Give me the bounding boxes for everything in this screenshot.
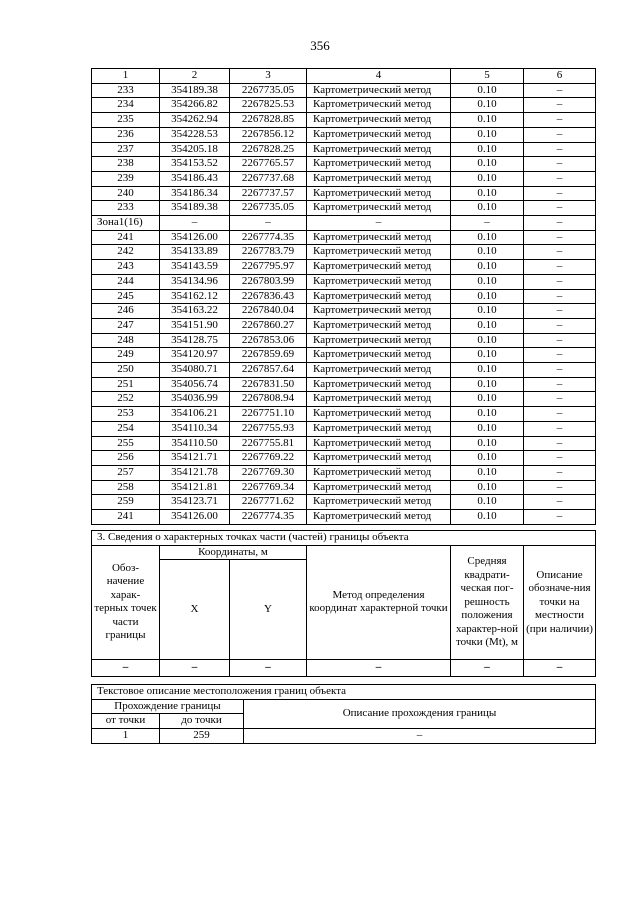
coord-y: 2267831.50	[230, 377, 307, 392]
coord-y: 2267769.22	[230, 451, 307, 466]
method: –	[307, 216, 451, 231]
coord-x: 354126.00	[160, 510, 230, 525]
coordinates-table	[91, 68, 596, 525]
point-number: 257	[92, 465, 160, 480]
precision: 0.10	[451, 392, 524, 407]
coord-x: 354036.99	[160, 392, 230, 407]
col-designation: Обоз-начение харак-терных точек части границы	[92, 545, 160, 660]
empty-cell: –	[307, 660, 451, 677]
table-row	[92, 171, 596, 186]
table-row	[92, 260, 596, 275]
method: Картометрический метод	[307, 451, 451, 466]
method: Картометрический метод	[307, 363, 451, 378]
point-number: 241	[92, 510, 160, 525]
description: –	[524, 186, 596, 201]
coord-x: 354134.96	[160, 274, 230, 289]
coord-y: 2267737.57	[230, 186, 307, 201]
point-number: Зона1(16)	[92, 216, 160, 231]
table-row	[92, 98, 596, 113]
table-row	[92, 113, 596, 128]
precision: 0.10	[451, 348, 524, 363]
method: Картометрический метод	[307, 392, 451, 407]
precision: 0.10	[451, 289, 524, 304]
description: –	[524, 363, 596, 378]
description: –	[524, 201, 596, 216]
point-number: 237	[92, 142, 160, 157]
method: Картометрический метод	[307, 230, 451, 245]
description: –	[524, 171, 596, 186]
precision: 0.10	[451, 274, 524, 289]
point-number: 250	[92, 363, 160, 378]
column-header-5: 5	[451, 69, 524, 84]
point-number: 241	[92, 230, 160, 245]
coord-y: 2267771.62	[230, 495, 307, 510]
method: Картометрический метод	[307, 127, 451, 142]
point-number: 233	[92, 201, 160, 216]
precision: 0.10	[451, 333, 524, 348]
description: –	[524, 465, 596, 480]
method: Картометрический метод	[307, 274, 451, 289]
coord-y: 2267803.99	[230, 274, 307, 289]
coord-y: 2267735.05	[230, 201, 307, 216]
point-number: 238	[92, 157, 160, 172]
text-section-title: Текстовое описание местоположения границ объекта	[92, 685, 596, 700]
coord-x: 354110.50	[160, 436, 230, 451]
coord-y: 2267737.68	[230, 171, 307, 186]
description: –	[524, 318, 596, 333]
precision: 0.10	[451, 98, 524, 113]
description: –	[524, 436, 596, 451]
coord-x: 354189.38	[160, 83, 230, 98]
precision: 0.10	[451, 510, 524, 525]
coord-x: 354228.53	[160, 127, 230, 142]
precision: 0.10	[451, 201, 524, 216]
empty-cell: –	[230, 660, 307, 677]
precision: 0.10	[451, 260, 524, 275]
description: –	[524, 407, 596, 422]
description: –	[524, 98, 596, 113]
table-row	[92, 421, 596, 436]
column-header-6: 6	[524, 69, 596, 84]
method: Картометрический метод	[307, 495, 451, 510]
empty-cell: –	[92, 660, 160, 677]
table-row	[92, 304, 596, 319]
passage-desc-header: Описание прохождения границы	[244, 699, 596, 728]
passage-desc-value: –	[244, 729, 596, 744]
coord-y: 2267795.97	[230, 260, 307, 275]
method: Картометрический метод	[307, 465, 451, 480]
coord-y: 2267783.79	[230, 245, 307, 260]
description: –	[524, 289, 596, 304]
point-number: 247	[92, 318, 160, 333]
coord-y: 2267774.35	[230, 510, 307, 525]
point-number: 245	[92, 289, 160, 304]
table-row	[92, 245, 596, 260]
coord-x: 354110.34	[160, 421, 230, 436]
description: –	[524, 113, 596, 128]
precision: 0.10	[451, 230, 524, 245]
section3-title: 3. Сведения о характерных точках части (частей) границы объекта	[92, 531, 596, 546]
coord-x: 354262.94	[160, 113, 230, 128]
point-number: 248	[92, 333, 160, 348]
description: –	[524, 216, 596, 231]
method: Картометрический метод	[307, 186, 451, 201]
method: Картометрический метод	[307, 407, 451, 422]
point-number: 256	[92, 451, 160, 466]
point-number: 258	[92, 480, 160, 495]
coord-x: 354189.38	[160, 201, 230, 216]
description: –	[524, 304, 596, 319]
method: Картометрический метод	[307, 245, 451, 260]
method: Картометрический метод	[307, 201, 451, 216]
precision: 0.10	[451, 480, 524, 495]
point-number: 252	[92, 392, 160, 407]
coord-x: 354126.00	[160, 230, 230, 245]
coord-y: 2267735.05	[230, 83, 307, 98]
point-number: 259	[92, 495, 160, 510]
description: –	[524, 260, 596, 275]
to-point-header: до точки	[160, 714, 244, 729]
column-header-2: 2	[160, 69, 230, 84]
point-number: 239	[92, 171, 160, 186]
coord-y: 2267856.12	[230, 127, 307, 142]
description: –	[524, 392, 596, 407]
coord-x: 354121.81	[160, 480, 230, 495]
table-row	[92, 142, 596, 157]
point-number: 240	[92, 186, 160, 201]
to-point-value: 259	[160, 729, 244, 744]
point-number: 253	[92, 407, 160, 422]
coord-x: 354106.21	[160, 407, 230, 422]
description: –	[524, 127, 596, 142]
coord-y: 2267825.53	[230, 98, 307, 113]
coord-x: 354120.97	[160, 348, 230, 363]
coord-x: 354133.89	[160, 245, 230, 260]
coord-y: 2267769.34	[230, 480, 307, 495]
empty-cell: –	[451, 660, 524, 677]
description: –	[524, 377, 596, 392]
precision: 0.10	[451, 127, 524, 142]
coord-x: 354123.71	[160, 495, 230, 510]
table-row	[92, 83, 596, 98]
method: Картометрический метод	[307, 436, 451, 451]
parts-points-table	[91, 530, 596, 677]
point-number: 236	[92, 127, 160, 142]
table-row	[92, 451, 596, 466]
table-row	[92, 230, 596, 245]
text-description-table	[91, 684, 596, 744]
point-number: 255	[92, 436, 160, 451]
method: Картометрический метод	[307, 510, 451, 525]
method: Картометрический метод	[307, 304, 451, 319]
coord-x: 354162.12	[160, 289, 230, 304]
coord-x: 354266.82	[160, 98, 230, 113]
table-row	[92, 216, 596, 231]
point-number: 233	[92, 83, 160, 98]
method: Картометрический метод	[307, 142, 451, 157]
precision: 0.10	[451, 113, 524, 128]
precision: 0.10	[451, 142, 524, 157]
coord-x: 354186.43	[160, 171, 230, 186]
precision: –	[451, 216, 524, 231]
description: –	[524, 510, 596, 525]
table-row	[92, 274, 596, 289]
coord-y: 2267859.69	[230, 348, 307, 363]
table-row	[92, 363, 596, 378]
point-number: 235	[92, 113, 160, 128]
precision: 0.10	[451, 421, 524, 436]
col-y: Y	[230, 560, 307, 660]
method: Картометрический метод	[307, 157, 451, 172]
column-header-3: 3	[230, 69, 307, 84]
precision: 0.10	[451, 245, 524, 260]
empty-cell: –	[160, 660, 230, 677]
description: –	[524, 157, 596, 172]
table-row	[92, 510, 596, 525]
from-point-value: 1	[92, 729, 160, 744]
precision: 0.10	[451, 171, 524, 186]
col-method: Метод определения координат характерной точки	[307, 545, 451, 660]
table-row	[92, 495, 596, 510]
method: Картометрический метод	[307, 377, 451, 392]
description: –	[524, 495, 596, 510]
coord-y: 2267860.27	[230, 318, 307, 333]
coord-y: 2267755.93	[230, 421, 307, 436]
coord-y: 2267769.30	[230, 465, 307, 480]
passage-header: Прохождение границы	[92, 699, 244, 714]
col-x: X	[160, 560, 230, 660]
table-row	[92, 127, 596, 142]
method: Картометрический метод	[307, 333, 451, 348]
coord-x: 354143.59	[160, 260, 230, 275]
table-row	[92, 333, 596, 348]
description: –	[524, 348, 596, 363]
coord-x: 354080.71	[160, 363, 230, 378]
description: –	[524, 83, 596, 98]
table-row	[92, 377, 596, 392]
method: Картометрический метод	[307, 98, 451, 113]
coord-x: 354163.22	[160, 304, 230, 319]
coord-x: 354056.74	[160, 377, 230, 392]
table-row	[92, 201, 596, 216]
coord-y: 2267836.43	[230, 289, 307, 304]
precision: 0.10	[451, 157, 524, 172]
method: Картометрический метод	[307, 318, 451, 333]
coord-x: 354205.18	[160, 142, 230, 157]
table-row	[92, 392, 596, 407]
point-number: 244	[92, 274, 160, 289]
coord-x: –	[160, 216, 230, 231]
point-number: 243	[92, 260, 160, 275]
point-number: 254	[92, 421, 160, 436]
method: Картометрический метод	[307, 171, 451, 186]
table-row	[92, 318, 596, 333]
coord-y: 2267828.85	[230, 113, 307, 128]
precision: 0.10	[451, 495, 524, 510]
coord-y: 2267857.64	[230, 363, 307, 378]
point-number: 246	[92, 304, 160, 319]
col-description: Описание обозначе-ния точки на местности (при наличии)	[524, 545, 596, 660]
point-number: 251	[92, 377, 160, 392]
empty-cell: –	[524, 660, 596, 677]
method: Картометрический метод	[307, 260, 451, 275]
coord-x: 354151.90	[160, 318, 230, 333]
coord-y: 2267751.10	[230, 407, 307, 422]
point-number: 249	[92, 348, 160, 363]
coord-x: 354121.78	[160, 465, 230, 480]
table-row	[92, 348, 596, 363]
table-header-row	[92, 69, 596, 84]
coord-x: 354186.34	[160, 186, 230, 201]
coord-y: 2267755.81	[230, 436, 307, 451]
precision: 0.10	[451, 451, 524, 466]
table-row	[92, 480, 596, 495]
column-header-4: 4	[307, 69, 451, 84]
point-number: 242	[92, 245, 160, 260]
coord-y: 2267765.57	[230, 157, 307, 172]
coord-x: 354121.71	[160, 451, 230, 466]
page-number: 356	[310, 38, 330, 53]
description: –	[524, 274, 596, 289]
table-row	[92, 407, 596, 422]
precision: 0.10	[451, 318, 524, 333]
method: Картометрический метод	[307, 113, 451, 128]
col-coords: Координаты, м	[160, 545, 307, 560]
table-row	[92, 186, 596, 201]
precision: 0.10	[451, 186, 524, 201]
method: Картометрический метод	[307, 348, 451, 363]
coord-x: 354153.52	[160, 157, 230, 172]
point-number: 234	[92, 98, 160, 113]
method: Картометрический метод	[307, 421, 451, 436]
description: –	[524, 480, 596, 495]
precision: 0.10	[451, 407, 524, 422]
table-row	[92, 436, 596, 451]
description: –	[524, 245, 596, 260]
column-header-1: 1	[92, 69, 160, 84]
method: Картометрический метод	[307, 289, 451, 304]
description: –	[524, 421, 596, 436]
col-precision: Средняя квадрати-ческая пог-решность положения характер-ной точки (Mt), м	[451, 545, 524, 660]
method: Картометрический метод	[307, 480, 451, 495]
coord-y: 2267774.35	[230, 230, 307, 245]
precision: 0.10	[451, 83, 524, 98]
coord-y: 2267828.25	[230, 142, 307, 157]
from-point-header: от точки	[92, 714, 160, 729]
table-row	[92, 289, 596, 304]
coord-x: 354128.75	[160, 333, 230, 348]
coord-y: 2267840.04	[230, 304, 307, 319]
description: –	[524, 333, 596, 348]
precision: 0.10	[451, 363, 524, 378]
precision: 0.10	[451, 377, 524, 392]
description: –	[524, 230, 596, 245]
precision: 0.10	[451, 465, 524, 480]
coord-y: 2267808.94	[230, 392, 307, 407]
description: –	[524, 142, 596, 157]
description: –	[524, 451, 596, 466]
table-row	[92, 157, 596, 172]
method: Картометрический метод	[307, 83, 451, 98]
table-row	[92, 465, 596, 480]
precision: 0.10	[451, 436, 524, 451]
coord-y: –	[230, 216, 307, 231]
coord-y: 2267853.06	[230, 333, 307, 348]
precision: 0.10	[451, 304, 524, 319]
